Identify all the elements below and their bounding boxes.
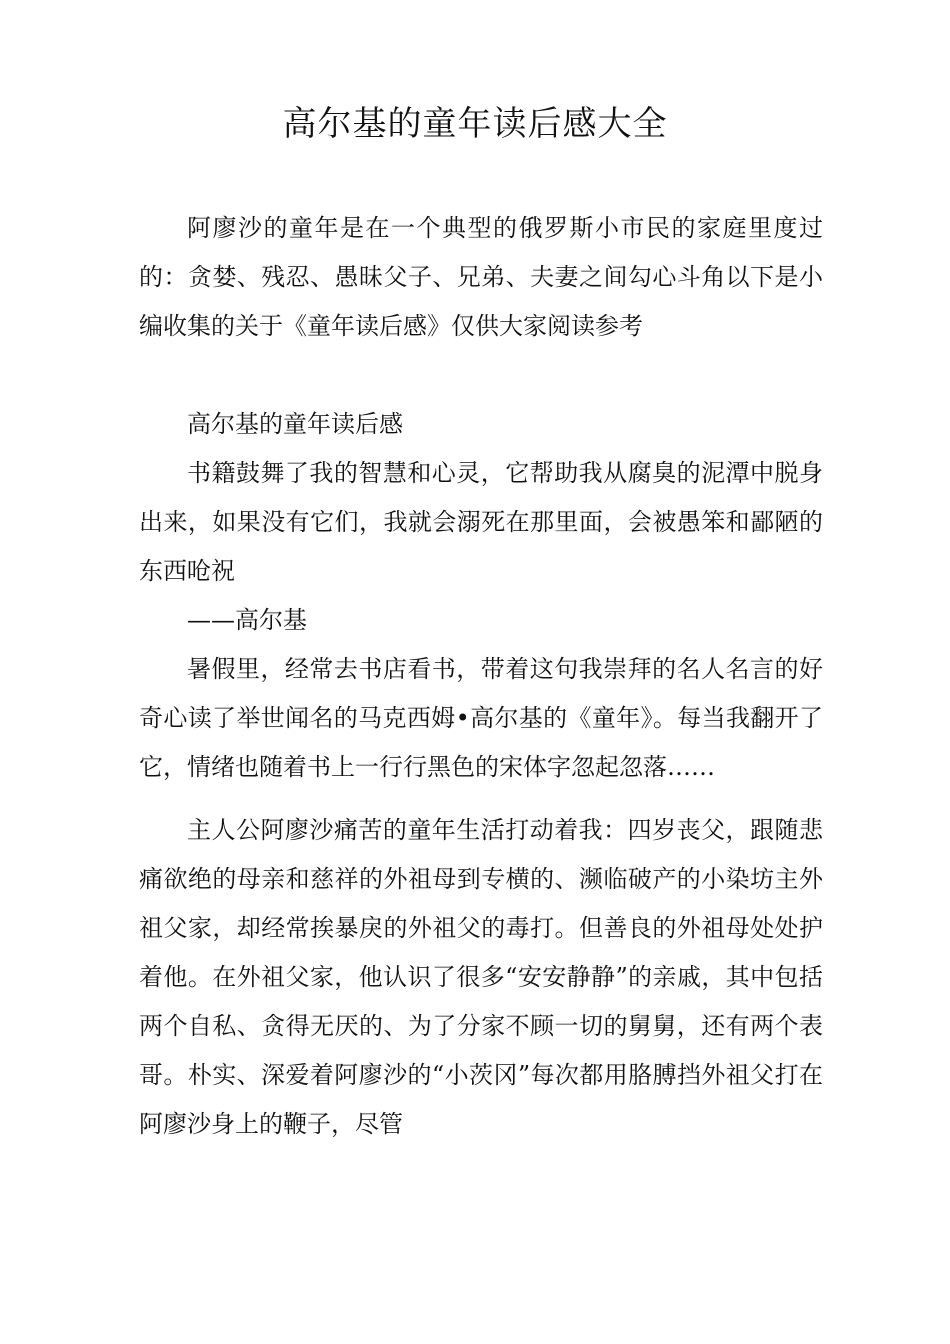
paragraph-spacer [139, 792, 823, 806]
section-spacer [139, 351, 823, 400]
body-paragraph: 暑假里，经常去书店看书，带着这句我崇拜的名人名言的好奇心读了举世闻名的马克西姆•高尔基的《童年》。每当我翻开了它，情绪也随着书上一行行黑色的宋体字忽起忽落…… [139, 655, 823, 781]
quote-paragraph: 书籍鼓舞了我的智慧和心灵，它帮助我从腐臭的泥潭中脱身出来，如果没有它们，我就会溺死在那里面，会被愚笨和鄙陋的东西呛祝 [139, 459, 823, 585]
section-heading: 高尔基的童年读后感 [187, 410, 403, 438]
quote-attribution: ——高尔基 [187, 606, 307, 634]
body-paragraph: 主人公阿廖沙痛苦的童年生活打动着我：四岁丧父，跟随悲痛欲绝的母亲和慈祥的外祖母到专横的、濒临破产的小染坊主外祖父家，却经常挨暴戾的外祖父的毒打。但善良的外祖母处处护着他。在外祖父家，他认识了很多“安安静静”的亲戚，其中包括两个自私、贪得无厌的、为了分家不顾一切的舅舅，还有两个表哥。朴实、深爱着阿廖沙的“小茨冈”每次都用胳膊挡外祖父打在阿廖沙身上的鞭子，尽管 [139, 816, 823, 1138]
document-body [139, 204, 823, 1149]
intro-paragraph: 阿廖沙的童年是在一个典型的俄罗斯小市民的家庭里度过的：贪婪、残忍、愚昧父子、兄弟、夫妻之间勾心斗角以下是小编收集的关于《童年读后感》仅供大家阅读参考 [139, 214, 823, 340]
document-title: 高尔基的童年读后感大全 [282, 104, 668, 144]
